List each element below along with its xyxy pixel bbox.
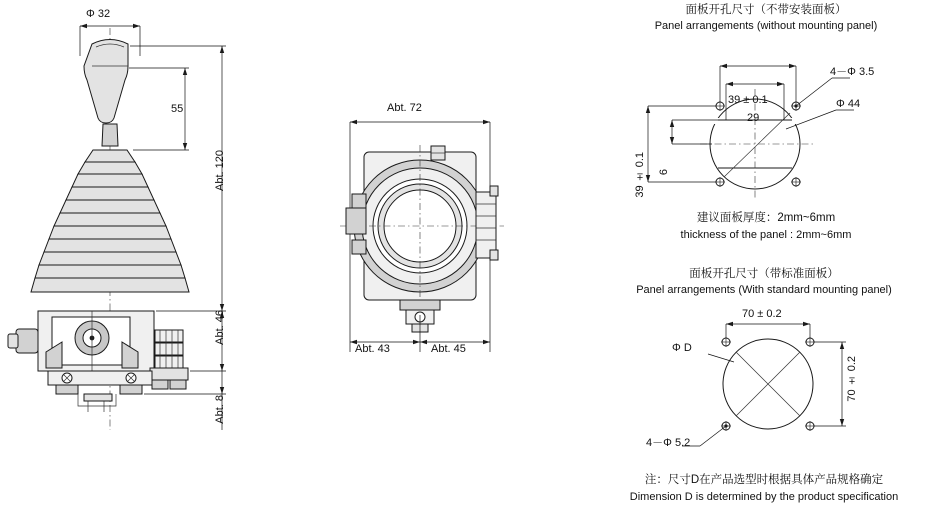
- side-dim-left-label: Abt. 43: [355, 343, 390, 355]
- side-dim-right-label: Abt. 45: [431, 343, 466, 355]
- thickness-note: [600, 212, 932, 242]
- front-dim-handle-label: 55: [171, 103, 184, 115]
- panel-without-title-cn: 面板开孔尺寸（不带安装面板）: [685, 4, 847, 16]
- cutout-with-drawing: [660, 306, 932, 466]
- front-dim-top-label: Φ 32: [86, 8, 111, 20]
- bottom-note-en: Dimension D is determined by the product specification: [629, 491, 899, 503]
- cutout-without-dim-v-small: 6: [658, 169, 670, 176]
- cutout-without-dim-v-left: 39 ± 0.1: [634, 152, 646, 198]
- bottom-note: [596, 474, 932, 504]
- thickness-note-en: thickness of the panel : 2mm~6mm: [680, 229, 852, 241]
- thickness-note-cn: 建议面板厚度：2mm~6mm: [696, 212, 836, 224]
- cutout-with-group: [646, 306, 932, 466]
- bottom-note-cn: 注：尺寸D在产品选型时根据具体产品规格确定: [644, 474, 884, 486]
- cutout-without-dim-circle: Φ 44: [836, 98, 861, 110]
- front-view-drawing: [0, 0, 270, 524]
- cutout-with-dim-diameter: Φ D: [672, 342, 692, 354]
- front-dim-body-label: Abt. 46: [214, 310, 226, 345]
- panel-without-title: [600, 4, 932, 33]
- cutout-without-drawing: [600, 44, 932, 224]
- panel-without-title-en: Panel arrangements (without mounting panel): [654, 20, 878, 32]
- front-dim-base-label: Abt. 8: [214, 395, 226, 424]
- side-dim-width-label: Abt. 72: [387, 102, 422, 114]
- side-view-drawing: [300, 90, 560, 380]
- front-view-group: [0, 0, 270, 524]
- panel-with-title: [596, 268, 932, 297]
- panel-with-title-cn: 面板开孔尺寸（带标准面板）: [689, 268, 839, 280]
- cutout-without-dim-h-top: 39 ± 0.1: [728, 94, 768, 106]
- front-dim-total-label: Abt. 120: [214, 150, 226, 191]
- cutout-without-dim-h-inner: 29: [747, 112, 760, 124]
- panel-with-title-en: Panel arrangements (With standard mounting panel): [636, 284, 892, 296]
- cutout-with-dim-holes: 4－Φ 5.2: [646, 437, 691, 449]
- cutout-without-dim-holes: 4－Φ 3.5: [830, 66, 875, 78]
- cutout-with-dim-top: 70 ± 0.2: [742, 308, 782, 320]
- cutout-without-group: [600, 44, 932, 224]
- side-view-group: [300, 90, 560, 380]
- cutout-with-dim-right: 70 ± 0.2: [846, 356, 858, 402]
